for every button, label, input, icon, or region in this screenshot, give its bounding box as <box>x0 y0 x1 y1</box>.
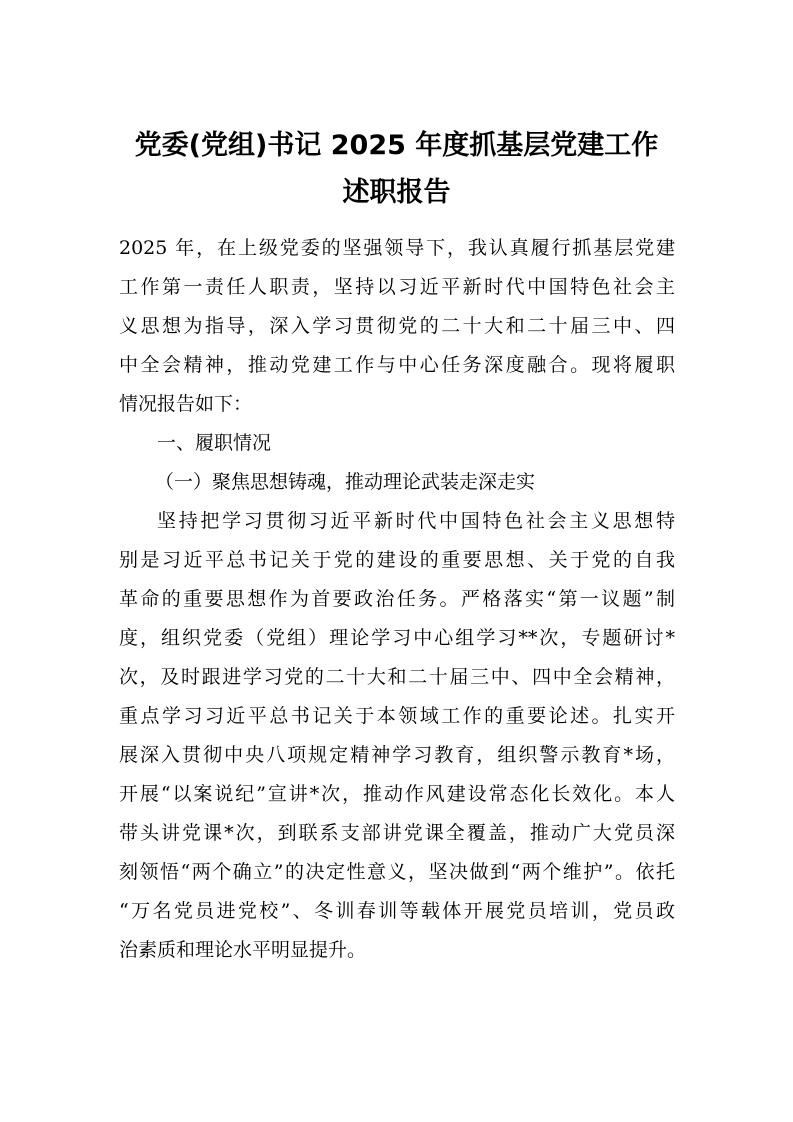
intro-line: 中全会精神，推动党建工作与中心任务深度融合。现将履职 <box>119 354 675 376</box>
section-heading: 一、履职情况 <box>157 432 272 454</box>
paragraph-line: 次，及时跟进学习党的二十大和二十届三中、四中全会精神， <box>119 666 675 688</box>
paragraph-line: 度，组织党委（党组）理论学习中心组学习**次，专题研讨* <box>119 627 675 649</box>
paragraph-line: “万名党员进党校”、冬训春训等载体开展党员培训，党员政 <box>119 900 675 922</box>
paragraph-line: 刻领悟“两个确立”的决定性意义，坚决做到“两个维护”。依托 <box>119 861 675 883</box>
document-body <box>119 229 675 970</box>
paragraph-line: 坚持把学习贯彻习近平新时代中国特色社会主义思想特 <box>157 510 675 532</box>
paragraph-line: 革命的重要思想作为首要政治任务。严格落实“第一议题”制 <box>119 588 675 610</box>
intro-line: 2025 年，在上级党委的坚强领导下，我认真履行抓基层党建 <box>119 237 675 259</box>
paragraph-line: 带头讲党课*次，到联系支部讲党课全覆盖，推动广大党员深 <box>119 822 675 844</box>
intro-line: 义思想为指导，深入学习贯彻党的二十大和二十届三中、四 <box>119 315 675 337</box>
document-title-line-1: 党委(党组)书记 2025 年度抓基层党建工作 <box>134 130 659 161</box>
intro-line: 工作第一责任人职责，坚持以习近平新时代中国特色社会主 <box>119 276 675 298</box>
paragraph-line: 重点学习习近平总书记关于本领域工作的重要论述。扎实开 <box>119 705 675 727</box>
paragraph-line: 治素质和理论水平明显提升。 <box>119 939 367 961</box>
paragraph-line: 开展“以案说纪”宣讲*次，推动作风建设常态化长效化。本人 <box>119 783 675 805</box>
document-title-line-2: 述职报告 <box>342 177 451 208</box>
paragraph-line: 别是习近平总书记关于党的建设的重要思想、关于党的自我 <box>119 549 675 571</box>
intro-line: 情况报告如下： <box>119 393 253 415</box>
subsection-heading: （一）聚焦思想铸魂，推动理论武装走深走实 <box>155 471 536 493</box>
paragraph-line: 展深入贯彻中央八项规定精神学习教育，组织警示教育*场， <box>119 744 675 766</box>
